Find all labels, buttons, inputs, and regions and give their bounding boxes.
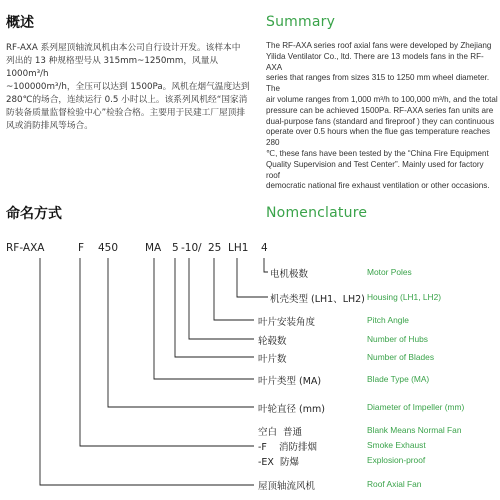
label-housing-cn: 机壳类型 (LH1、LH2) xyxy=(270,294,365,305)
overview-en-line: dual-purpose fans (standard and fireproof ) they can continuous xyxy=(266,116,495,126)
overview-en-line: Quality Supervision and Test Center”. Mainly used for factory roof xyxy=(266,159,484,180)
code-part-blades: 5 xyxy=(172,242,179,254)
overview-en-line: ℃, these fans have been tested by the “China Fire Equipment xyxy=(266,148,489,158)
code-part-series: RF-AXA xyxy=(6,242,45,254)
code-part-slash: / xyxy=(198,242,202,254)
overview-title-en: Summary xyxy=(266,14,336,30)
overview-en-line: The RF-AXA series roof axial fans were developed by Zhejiang xyxy=(266,41,492,50)
connector-hubs xyxy=(189,258,254,339)
connector-blades xyxy=(175,258,254,357)
overview-en-line: democratic national fire exhaust ventilation or other occasions. xyxy=(266,181,490,191)
overview-cn-line: 列出的 13 种规格型号从 315mm~1250mm，风量从 1000m³/h xyxy=(6,56,219,79)
overview-cn-line: 280℃的场合，连续运行 0.5 小时以上。该系列风机经“国家消 xyxy=(6,95,248,105)
connector-diameter xyxy=(108,258,254,407)
label-blade-type-en: Blade Type (MA) xyxy=(367,374,430,384)
code-part-angle: 25 xyxy=(208,242,222,254)
overview-en-line: operate over 0.5 hours when the flue gas temperature reaches 280 xyxy=(266,127,491,148)
code-part-housing: LH1 xyxy=(228,242,249,254)
label-hubs-cn: 轮毂数 xyxy=(258,336,287,347)
connector-series xyxy=(40,258,254,485)
label-pitch-angle-en: Pitch Angle xyxy=(367,315,409,325)
code-part-blade-type: MA xyxy=(145,242,162,254)
overview-en-line: air volume ranges from 1,000 m³/h to 100,000 m³/h, and the total xyxy=(266,94,498,104)
overview-cn-line: RF-AXA 系列屋顶轴流风机由本公司自行设计开发。该样本中 xyxy=(6,43,241,53)
code-part-type: F xyxy=(78,242,85,254)
connector-blade-type xyxy=(154,258,254,379)
option-smoke-cn: -F 消防排烟 xyxy=(258,442,317,453)
overview-cn-line: 风或消防排风等场合。 xyxy=(6,121,93,131)
nomenclature-title-en: Nomenclature xyxy=(266,205,368,221)
overview-en-line: series that ranges from sizes 315 to 1250 mm wheel diameter. The xyxy=(266,73,490,94)
code-part-diameter: 450 xyxy=(98,242,119,254)
label-diameter-cn: 叶轮直径 (mm) xyxy=(258,404,325,415)
label-motor-poles-cn: 电机极数 xyxy=(270,269,309,280)
overview-en-line: pressure can be achieved 1500Pa. RF-AXA series fan units are xyxy=(266,105,494,115)
label-series-cn: 屋顶轴流风机 xyxy=(258,481,316,492)
connector-type xyxy=(80,258,254,446)
label-series-en: Roof Axial Fan xyxy=(367,479,422,489)
label-motor-poles-en: Motor Poles xyxy=(367,267,412,277)
connector-poles xyxy=(264,258,268,272)
label-pitch-angle-cn: 叶片安装角度 xyxy=(258,317,316,328)
option-smoke-en: Smoke Exhaust xyxy=(367,440,426,450)
connector-angle xyxy=(214,258,254,320)
label-diameter-en: Diameter of Impeller (mm) xyxy=(367,402,465,412)
overview-title-cn: 概述 xyxy=(6,15,34,31)
label-blades-en: Number of Blades xyxy=(367,352,435,362)
label-blades-cn: 叶片数 xyxy=(258,354,287,365)
option-explosion-cn: -EX 防爆 xyxy=(258,457,299,468)
code-part-poles: 4 xyxy=(261,242,268,254)
label-hubs-en: Number of Hubs xyxy=(367,334,428,344)
code-part-hubs: -10 xyxy=(181,242,199,254)
option-explosion-en: Explosion-proof xyxy=(367,455,426,465)
label-housing-en: Housing (LH1, LH2) xyxy=(367,292,442,302)
option-normal-cn: 空白 普通 xyxy=(258,427,303,438)
label-blade-type-cn: 叶片类型 (MA) xyxy=(258,376,322,387)
overview-cn-line: 防装备质量监督检验中心”检验合格。主要用于民建工厂屋顶排 xyxy=(6,108,246,118)
overview-cn-line: ~100000m³/h，全压可以达到 1500Pa。风机在烟气温度达到 xyxy=(6,82,250,92)
option-normal-en: Blank Means Normal Fan xyxy=(367,425,462,435)
nomenclature-title-cn: 命名方式 xyxy=(6,206,62,222)
connector-housing xyxy=(237,258,268,297)
overview-en-line: Yilida Ventilator Co., ltd. There are 13 models fans in the RF-AXA xyxy=(266,51,484,72)
